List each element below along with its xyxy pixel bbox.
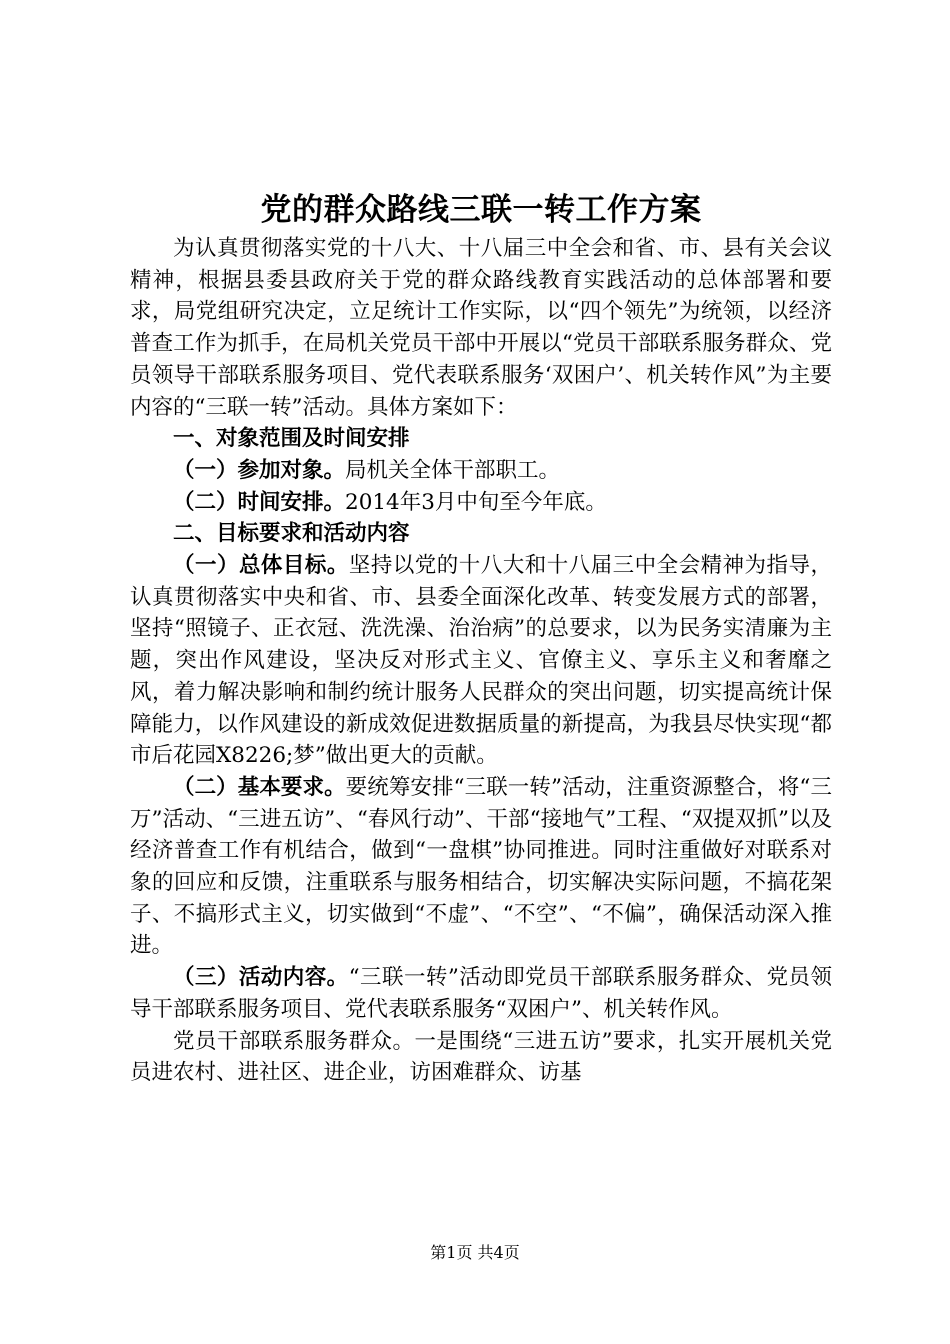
section-1-item-2-label: （二）时间安排。: [173, 489, 346, 515]
section-2-item-2: [130, 772, 832, 962]
section-2-item-1: [130, 550, 832, 772]
document-title: 党的群众路线三联一转工作方案: [260, 192, 702, 228]
section-2-item-3-text: “三联一转”活动即党员干部联系服务群众、党员领导干部联系服务项目、党代表联系服务“双困户”、机关转作风。: [130, 965, 832, 1022]
section-1-item-1-text: 局机关全体干部职工。: [345, 457, 561, 483]
section-1-item-1: [130, 455, 832, 487]
section-2-item-2-text: 要统筹安排“三联一转”活动，注重资源整合，将“三万”活动、“三进五访”、“春风行动”、干部“接地气”工程、“双提双抓”以及经济普查工作有机结合，做到“一盘棋”协同推进。同时注重做好对联系对象的回应和反馈，注重联系与服务相结合，切实解决实际问题，不搞花架子、不搞形式主义，切实做到“不虚”、“不空”、“不偏”，确保活动深入推进。: [130, 774, 832, 959]
section-2-item-2-label: （二）基本要求。: [173, 774, 346, 800]
section-2-item-3: [130, 962, 832, 1025]
section-2-heading: 二、目标要求和活动内容: [173, 521, 410, 547]
section-2-item-3-label: （三）活动内容。: [173, 965, 349, 991]
section-2-item-1-label: （一）总体目标。: [173, 553, 349, 579]
page-footer: 第1页 共4页: [430, 1243, 520, 1262]
section-1-heading: 一、对象范围及时间安排: [173, 426, 410, 452]
section-1-item-2-text: 2014年3月中旬至今年底。: [345, 489, 607, 515]
section-2-last-paragraph: 党员干部联系服务群众。一是围绕“三进五访”要求，扎实开展机关党员进农村、进社区、进企业，访困难群众、访基: [130, 1028, 832, 1086]
document-content: [130, 187, 832, 1089]
section-1-item-2: [130, 487, 832, 519]
section-1-item-1-label: （一）参加对象。: [173, 457, 346, 483]
section-2-item-1-text: 坚持以党的十八大和十八届三中全会精神为指导，认真贯彻落实中央和省、市、县委全面深化改革、转变发展方式的部署，坚持“照镜子、正衣冠、洗洗澡、治治病”的总要求，以为民务实清廉为主题，突出作风建设，坚决反对形式主义、官僚主义、享乐主义和奢靡之风，着力解决影响和制约统计服务人民群众的突出问题，切实提高统计保障能力，以作风建设的新成效促进数据质量的新提高，为我县尽快实现“都市后花园X8226;梦”做出更大的贡献。: [130, 553, 832, 769]
intro-paragraph: 为认真贯彻落实党的十八大、十八届三中全会和省、市、县有关会议精神，根据县委县政府关于党的群众路线教育实践活动的总体部署和要求，局党组研究决定，立足统计工作实际，以“四个领先”为统领，以经济普查工作为抓手，在局机关党员干部中开展以“党员干部联系服务群众、党员领导干部联系服务项目、党代表联系服务‘双困户’、机关转作风”为主要内容的“三联一转”活动。具体方案如下：: [130, 236, 832, 420]
document-body: [130, 233, 832, 1089]
